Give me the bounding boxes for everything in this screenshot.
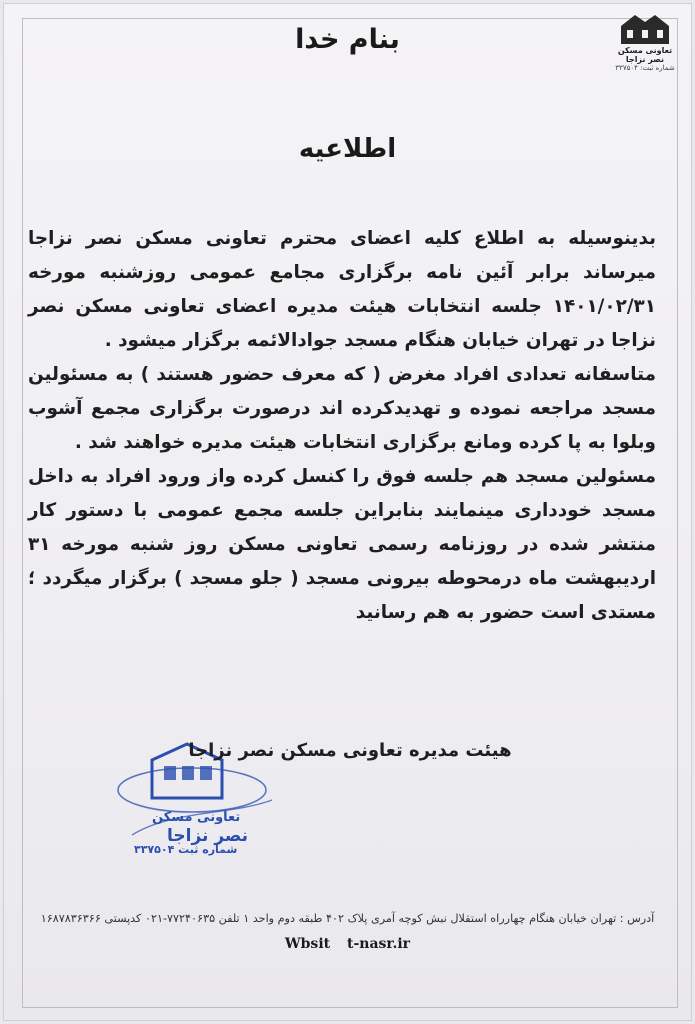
- bismillah-heading: بنام خدا: [295, 24, 400, 55]
- announcement-body: [28, 222, 656, 630]
- signature-line: هیئت مدیره تعاونی مسکن نصر نزاجا: [188, 740, 512, 761]
- paragraph-3: مسئولین مسجد هم جلسه فوق را کنسل کرده واز ورود افراد به داخل مسجد خودداری مینمایند بنابراین جلسه مجمع عمومی با دستور کار منتشر شده در روزنامه رسمی تعاونی مسکن روز شنبه مورخه ۳۱ اردیبهشت ماه درمحوطه بیرونی مسجد ( جلو مسجد ) برگزار میگردد ؛ مستدی است حضور به هم رسانید: [28, 466, 656, 623]
- stamp-line1: تعاونی مسکن: [152, 810, 241, 825]
- paragraph-2: متاسفانه تعدادی افراد مغرض ( که معرف حضور هستند ) به مسئولین مسجد مراجعه نموده و تهدیدکرده اند درصورت برگزاری مجمع آشوب وبلوا به پا کرده ومانع برگزاری انتخابات هیئت مدیره خواهند شد .: [28, 364, 656, 453]
- logo-name-line1: تعاونی مسکن: [617, 46, 673, 55]
- stamp-line2: نصر نزاجا: [167, 826, 249, 846]
- footer-website: [0, 936, 695, 952]
- logo-name-line2: نصر نزاجا: [625, 55, 665, 64]
- footer-address: آدرس : تهران خیابان هنگام چهارراه استقلال نبش کوچه آمری پلاک ۴۰۲ طبقه دوم واحد ۱ تلفن ۷۷۲۴۰۶۳۵-۰۲۱ کدپستی ۱۶۸۷۸۳۶۳۶۶: [40, 912, 655, 925]
- paragraph-1: بدینوسیله به اطلاع کلیه اعضای محترم تعاونی مسکن نصر نزاجا میرساند برابر آئین نامه برگزاری مجامع عمومی روزشنبه مورخه ۱۴۰۱/۰۲/۳۱ جلسه انتخابات هیئت مدیره اعضای تعاونی مسکن نصر نزاجا در تهران خیابان هنگام مسجد جوادالائمه برگزار میشود .: [28, 228, 656, 351]
- website-link[interactable]: t-nasr.ir: [346, 936, 411, 952]
- stamp-registration: شماره ثبت ۳۳۷۵۰۴: [134, 843, 238, 856]
- website-label: Wbsit: [284, 936, 331, 952]
- logo-registration: شماره ثبت: ۳۳۷۵۰۴: [615, 64, 675, 72]
- announcement-title: اطلاعیه: [298, 134, 397, 164]
